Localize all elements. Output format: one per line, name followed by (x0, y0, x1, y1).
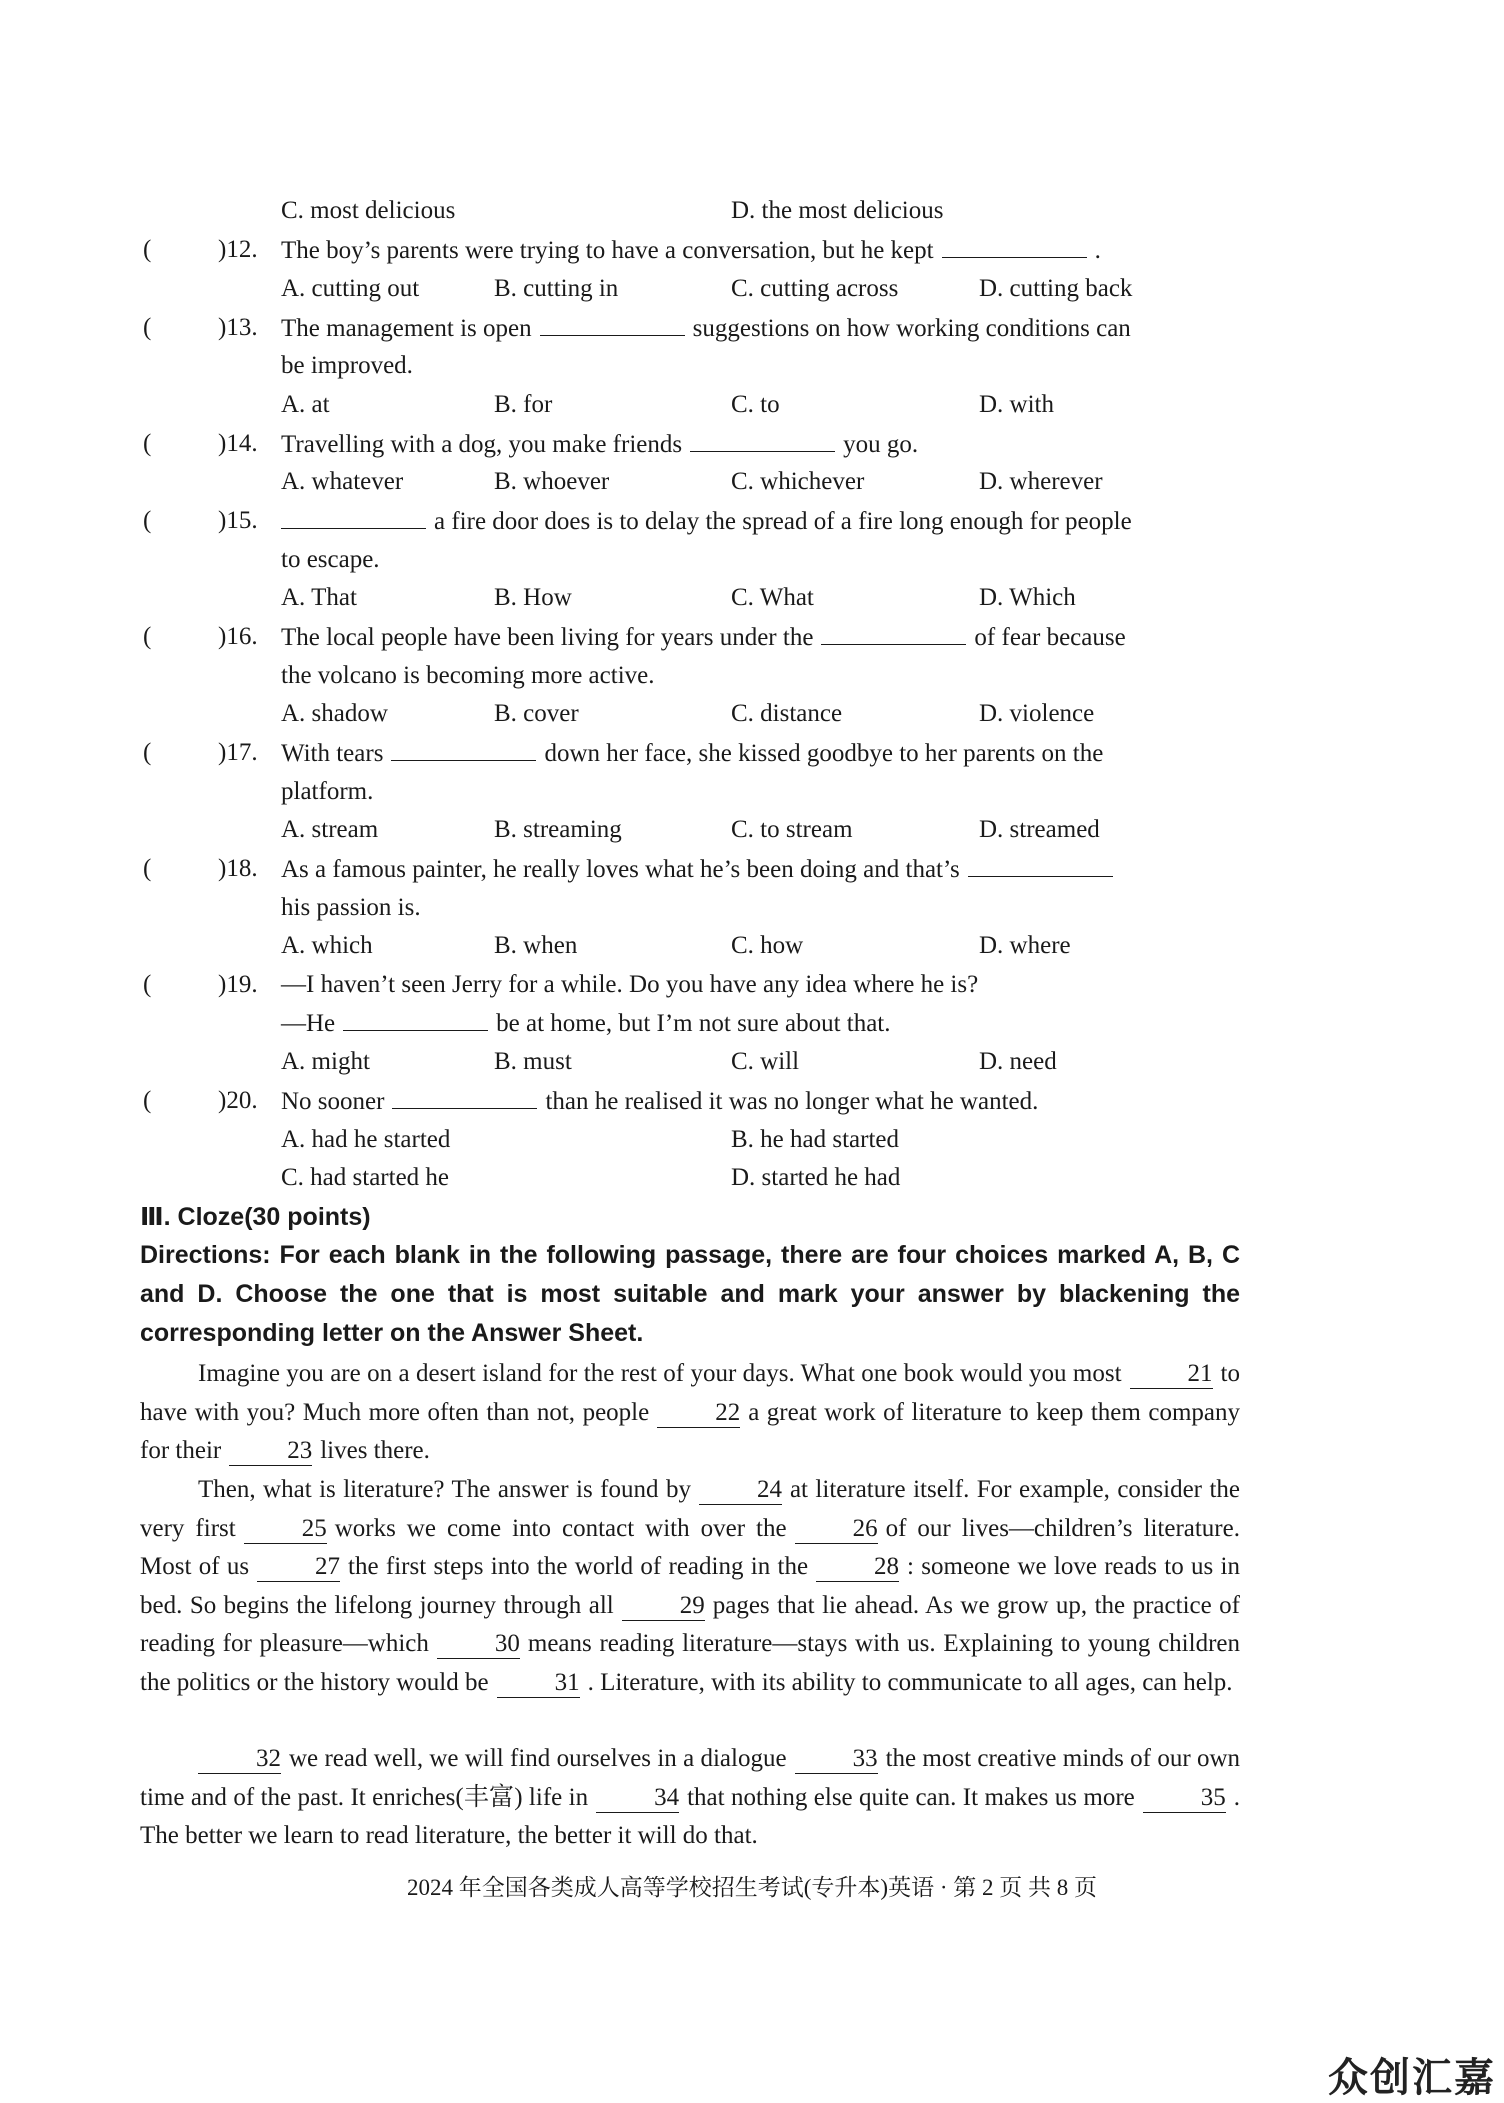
cloze-blank: 35 (1143, 1784, 1226, 1813)
answer-paren-open: ( (143, 507, 152, 534)
answer-paren-open: ( (143, 739, 152, 766)
q15-stem: a fire door does is to delay the spread of a fire long enough for people (281, 506, 1132, 537)
q20-number: )20. (218, 1087, 258, 1114)
q12-option-c: C. cutting across (731, 275, 899, 302)
q20-option-d: D. started he had (731, 1164, 901, 1191)
q13-option-a: A. at (281, 391, 330, 418)
q17-number: )17. (218, 739, 258, 766)
q18-stem-line2: his passion is. (281, 894, 421, 921)
q18-option-a: A. which (281, 932, 373, 959)
q12-stem (281, 235, 1101, 266)
cloze-blank: 29 (622, 1592, 705, 1621)
answer-blank (343, 1008, 488, 1031)
q16-option-d: D. violence (979, 700, 1095, 727)
q12-number (218, 235, 258, 265)
answer-blank (942, 235, 1087, 258)
q17-option-a: A. stream (281, 816, 379, 843)
q16-option-a: A. shadow (281, 700, 388, 727)
q14-stem: Travelling with a dog, you make friends you go. (281, 431, 919, 458)
q13-option-d: D. with (979, 391, 1054, 418)
q11-option-c: C. most delicious (281, 197, 456, 224)
answer-blank (281, 506, 426, 529)
cloze-blank: 32 (198, 1745, 281, 1774)
q16-stem-line2: the volcano is becoming more active. (281, 662, 655, 689)
cloze-blank: 21 (1130, 1360, 1213, 1389)
q16-option-b: B. cover (494, 700, 579, 727)
answer-blank (392, 1086, 537, 1109)
q17-option-b: B. streaming (494, 816, 622, 843)
q16-number: )16. (218, 623, 258, 650)
answer-paren-open: ( (143, 236, 152, 263)
q12-option-b: B. cutting in (494, 275, 619, 302)
cloze-blank: 30 (437, 1630, 520, 1659)
q18-option-d: D. where (979, 932, 1071, 959)
q15-option-c: C. What (731, 584, 814, 611)
answer-paren-open: ( (143, 314, 152, 341)
answer-blank (690, 429, 835, 452)
q15-stem-line2: to escape. (281, 546, 380, 573)
q18-option-b: B. when (494, 932, 578, 959)
q19-stem-line2: —He be at home, but I’m not sure about that. (281, 1010, 891, 1037)
cloze-blank: 28 (816, 1553, 899, 1582)
q14-option-b: B. whoever (494, 468, 610, 495)
q18-stem: As a famous painter, he really loves what he’s been doing and that’s (281, 854, 1121, 885)
q12-option-a: A. cutting out (281, 275, 420, 302)
answer-paren-open: ( (143, 1087, 152, 1114)
q20-option-c: C. had started he (281, 1164, 450, 1191)
q14-number: )14. (218, 430, 258, 457)
passage-paragraph-1: Imagine you are on a desert island for the rest of your days. What one book would you most 21 to have with you? Much more often than not, people 22 a great work of literature to keep them company for their 23 lives there. (140, 1360, 1240, 1465)
answer-blank (968, 854, 1113, 877)
q14-option-a: A. whatever (281, 468, 404, 495)
q17-stem: With tears down her face, she kissed goodbye to her parents on the (281, 740, 1104, 767)
q19-option-a: A. might (281, 1048, 370, 1075)
answer-paren-close: ) (218, 236, 227, 263)
q20-option-a: A. had he started (281, 1126, 451, 1153)
q12-stem-text: The boy’s parents were trying to have a conversation, but he kept (281, 237, 934, 264)
q16-option-c: C. distance (731, 700, 843, 727)
directions: Directions: For each blank in the following passage, there are four choices marked A, B, C and D. Choose the one that is most suitable and mark your answer by blackening the corresponding letter on the Answer Sheet. (140, 1241, 1240, 1347)
answer-paren-open: ( (143, 430, 152, 457)
cloze-blank: 27 (257, 1553, 340, 1582)
q20-option-b: B. he had started (731, 1126, 900, 1153)
answer-blank (540, 313, 685, 336)
answer-paren-open: ( (143, 623, 152, 650)
cloze-blank: 24 (699, 1476, 782, 1505)
cloze-blank: 22 (657, 1399, 740, 1428)
q17-stem-line2: platform. (281, 778, 374, 805)
q13-option-b: B. for (494, 391, 553, 418)
q20-stem: No sooner than he realised it was no longer what he wanted. (281, 1088, 1039, 1115)
section-title: Ⅲ. Cloze(30 points) (140, 1203, 371, 1231)
q13-number: )13. (218, 314, 258, 341)
q15-number: )15. (218, 507, 258, 534)
cloze-blank: 31 (497, 1669, 580, 1698)
cloze-blank: 26 (795, 1515, 878, 1544)
q17-option-d: D. streamed (979, 816, 1100, 843)
q19-option-c: C. will (731, 1048, 800, 1075)
q15-option-b: B. How (494, 584, 572, 611)
q12-option-d: D. cutting back (979, 275, 1133, 302)
q13-stem-line2: be improved. (281, 352, 413, 379)
q18-option-c: C. how (731, 932, 804, 959)
q17-option-c: C. to stream (731, 816, 853, 843)
passage-paragraph-2: Then, what is literature? The answer is found by 24 at literature itself. For example, consider the very first 25 works we come into contact with over the 26 of our lives—children’s literature. Most of us 27 the first steps into the world of reading in the 28 : someone we love reads to us in bed. So begins the lifelong journey through all 29 pages that lie ahead. As we grow up, the practice of reading for pleasure—which 30 means reading literature—stays with us. Explaining to young children the politics or the history would be 31 . Literature, with its ability to communicate to all ages, can help. (140, 1476, 1241, 1696)
cloze-blank: 25 (244, 1515, 327, 1544)
q18-number: )18. (218, 855, 258, 882)
q15-option-a: A. That (281, 584, 357, 611)
q19-stem: —I haven’t seen Jerry for a while. Do you have any idea where he is? (281, 971, 979, 998)
q19-option-b: B. must (494, 1048, 572, 1075)
cloze-blank: 34 (596, 1784, 679, 1813)
q11-option-d: D. the most delicious (731, 197, 944, 224)
cloze-blank: 33 (795, 1745, 878, 1774)
q16-stem: The local people have been living for years under the of fear because (281, 624, 1126, 651)
answer-blank (821, 622, 966, 645)
q13-option-c: C. to (731, 391, 780, 418)
page-footer: 2024 年全国各类成人高等学校招生考试(专升本)英语 · 第 2 页 共 8 页 (407, 1875, 1097, 1900)
passage-paragraph-3: 32 we read well, we will find ourselves in a dialogue 33 the most creative minds of our own time and of the past. It enriches(丰富) life in 34 that nothing else quite can. It makes us more 35 . The better we learn to read literature, the better it will do that. (140, 1745, 1240, 1850)
answer-paren-open: ( (143, 855, 152, 882)
q13-stem: The management is open suggestions on how working conditions can (281, 315, 1131, 342)
cloze-blank: 23 (229, 1437, 312, 1466)
q19-option-d: D. need (979, 1048, 1057, 1075)
q14-option-d: D. wherever (979, 468, 1103, 495)
answer-blank (391, 738, 536, 761)
q12-stem-tail: . (1094, 237, 1101, 264)
q14-option-c: C. whichever (731, 468, 865, 495)
question-number: 12. (226, 236, 258, 263)
answer-paren-open: ( (143, 971, 152, 998)
watermark: 众创汇嘉 (1328, 2055, 1496, 2101)
q15-option-d: D. Which (979, 584, 1076, 611)
q19-number: )19. (218, 971, 258, 998)
